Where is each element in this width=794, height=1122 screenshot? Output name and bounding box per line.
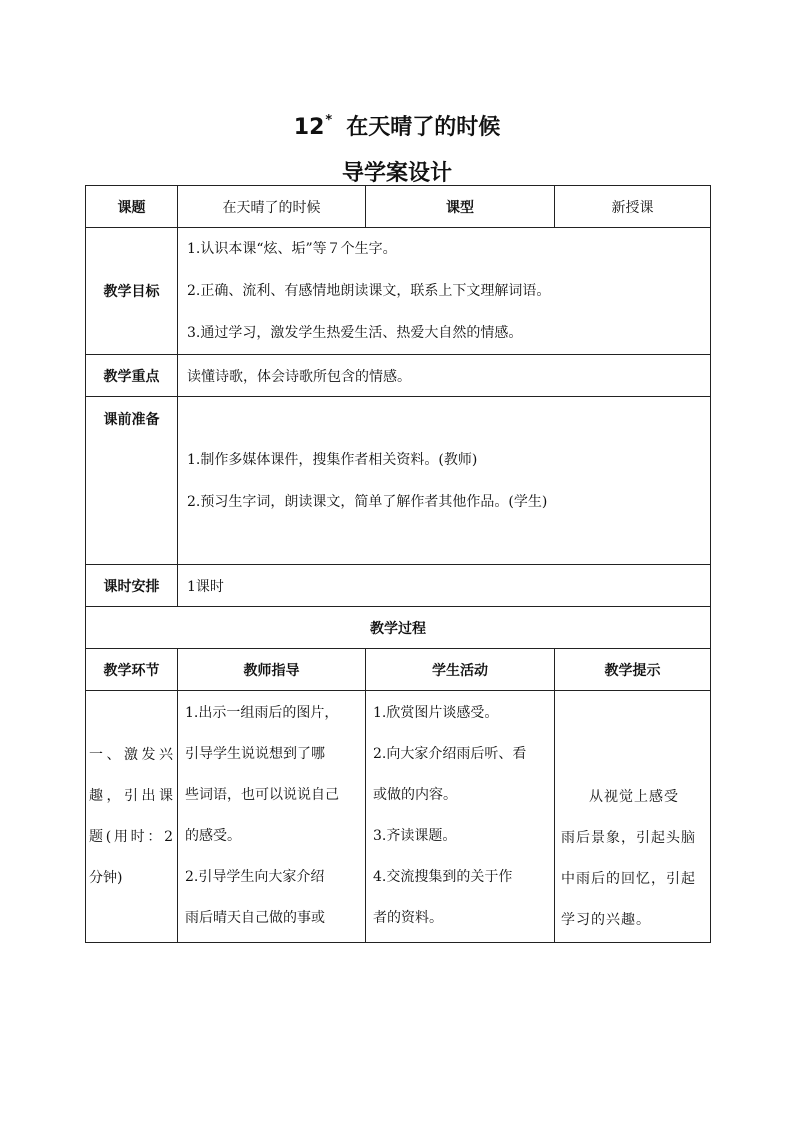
process-heading-row [86,607,711,649]
goal-item: 3.通过学习，激发学生热爱生活、热爱大自然的情感。 [187,325,523,341]
lesson-title [0,104,794,145]
lesson-plan-table [85,185,711,943]
student-line: 或做的内容。 [373,787,457,803]
teacher-line: 1.出示一组雨后的图片， [185,705,339,721]
student-line: 1.欣赏图片谈感受。 [373,705,499,721]
teacher-line: 的感受。 [185,828,241,844]
topic-row [86,186,711,228]
process-heading: 教学过程 [86,607,711,649]
time-value: 1课时 [178,565,711,607]
goal-item: 2.正确、流利、有感情地朗读课文，联系上下文理解词语。 [187,283,551,299]
column-header-stage: 教学环节 [86,649,178,691]
lesson-name: 在天晴了的时候 [346,115,501,140]
student-activity-cell [366,691,555,943]
topic-value: 在天晴了的时候 [178,186,366,228]
time-row [86,565,711,607]
stage-cell [86,691,178,943]
teacher-line: 引导学生说说想到了哪 [185,746,325,762]
type-label: 课型 [366,186,555,228]
prep-label: 课前准备 [86,397,178,565]
stage-line: 分钟) [89,869,123,886]
prep-row [86,397,711,565]
stage-line: 趣，引出课 [89,787,173,804]
prep-item: 2.预习生字词，朗读课文，简单了解作者其他作品。(学生) [187,493,548,510]
goals-row [86,228,711,355]
page-subtitle: 导学案设计 [341,161,452,186]
column-header-student: 学生活动 [366,649,555,691]
prep-item: 1.制作多媒体课件，搜集作者相关资料。(教师) [187,451,478,468]
tip-line: 中雨后的回忆，引起 [561,871,696,887]
lesson-number: 12 [293,115,325,140]
column-header-tip: 教学提示 [555,649,711,691]
focus-value: 读懂诗歌，体会诗歌所包含的情感。 [178,355,711,397]
prep-cell [178,397,711,565]
type-value: 新授课 [555,186,711,228]
column-header-teacher: 教师指导 [178,649,366,691]
title-block [0,104,794,191]
topic-label: 课题 [86,186,178,228]
student-line: 2.向大家介绍雨后听、看 [373,746,527,762]
process-header-row [86,649,711,691]
goal-item: 1.认识本课“炫、垢”等７个生字。 [187,241,397,257]
time-label: 课时安排 [86,565,178,607]
stage-line: 题(用时：2 [89,828,173,845]
goals-cell [178,228,711,355]
tip-line: 雨后景象，引起头脑 [561,830,696,846]
teacher-guidance-cell [178,691,366,943]
stage-line: 一、激发兴 [89,746,173,763]
goals-label: 教学目标 [86,228,178,355]
focus-label: 教学重点 [86,355,178,397]
teacher-line: 2.引导学生向大家介绍 [185,869,325,885]
student-line: 者的资料。 [373,910,443,926]
teaching-tip-cell [555,691,711,943]
student-line: 4.交流搜集到的关于作 [373,869,513,885]
tip-line: 从视觉上感受 [589,789,679,805]
lesson-star: * [325,113,333,128]
process-row [86,691,711,943]
focus-row [86,355,711,397]
teacher-line: 雨后晴天自己做的事或 [185,910,325,926]
teacher-line: 些词语，也可以说说自己 [185,787,339,803]
tip-line: 学习的兴趣。 [561,912,651,928]
student-line: 3.齐读课题。 [373,828,457,844]
